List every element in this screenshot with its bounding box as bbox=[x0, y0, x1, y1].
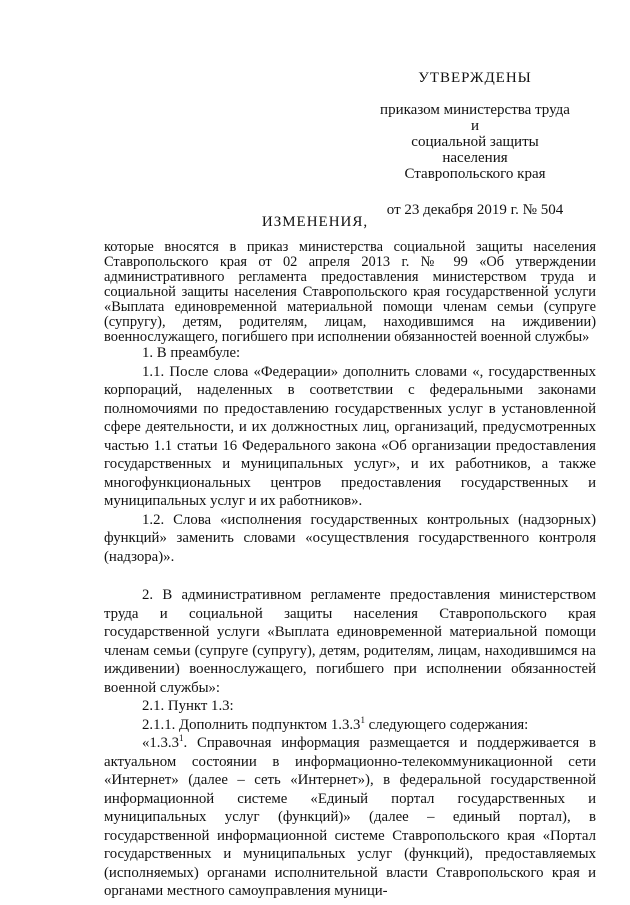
approval-order bbox=[380, 102, 570, 182]
paragraph-1-3-3-1 bbox=[104, 734, 596, 901]
approval-stamp: УТВЕРЖДЕНЫ bbox=[418, 70, 532, 86]
paragraph-text: «1.3.3 bbox=[142, 735, 179, 751]
document-subject: которые вносятся в приказ министерства социальной защиты населения Ставропольского края от 02 апреля 2013 г. № 99 «Об утверждении административного регламента предоставления министерством труда и социальной защиты населения Ставропольского края государственной услуги «Выплата единовременной материальной помощи членам семьи (супруге (супругу), детям, родителям, лицам, находившимся на иждивении) военнослужащего, погибшего при исполнении обязанностей военной службы» bbox=[104, 239, 596, 345]
document-body bbox=[104, 344, 596, 901]
approval-order-line: Ставропольского края bbox=[404, 166, 546, 182]
paragraph-preamble: 1. В преамбуле: bbox=[142, 345, 241, 361]
paragraph-2: 2. В административном регламенте предоставления министерством труда и социальной защиты населения Ставропольского края государственной услуги «Выплата единовременной материальной помощи членам семьи (супруге (супругу), детям, родителям, лицам, находившимся на иждивении) военнослужащего, погибшего при исполнении обязанностей военной службы»: bbox=[104, 587, 596, 696]
paragraph-text: 2.1.1. Дополнить подпунктом 1.3.3 bbox=[142, 716, 361, 733]
paragraph-1-2: 1.2. Слова «исполнения государственных контрольных (надзорных) функций» заменить словами «осуществления государственного контроля (надзора)». bbox=[104, 511, 596, 565]
paragraph-1-1: 1.1. После слова «Федерации» дополнить словами «, государственных корпораций, наделенных в соответствии с федеральными законами полномочиями по предоставлению государственных услуг в установленной сфере деятельности, и их должностных лиц, организаций, предусмотренных частью 1.1 статьи 16 Федерального закона «Об организации предоставления государственных и муниципальных услуг», и их работников, а также многофункциональных центров предоставления государственных и муниципальных услуг и их работников». bbox=[104, 363, 596, 509]
paragraph-text: . Справочная информация размещается и поддерживается в актуальном состоянии в информационно-телекоммуникационной сети «Интернет» (далее – сеть «Интернет»), в федеральной государственной информационной системе «Единый портал государственных и муниципальных услуг (функций)» (далее – единый портал), в государственной информационной системе Ставропольского края «Портал государственных и муниципальных услуг (функций), предоставляемых (исполняемых) органами исполнительной власти Ставропольского края и органами местного самоуправления муници- bbox=[104, 735, 596, 899]
superscript: 1 bbox=[360, 714, 365, 725]
paragraph-text: следующего содержания: bbox=[364, 716, 529, 733]
paragraph-2-1: 2.1. Пункт 1.3: bbox=[142, 698, 234, 714]
superscript: 1 bbox=[179, 733, 184, 744]
approval-date: от 23 декабря 2019 г. № 504 bbox=[386, 202, 564, 218]
approval-order-line: социальной защиты населения bbox=[411, 134, 539, 166]
paragraph-2-1-1 bbox=[104, 716, 596, 735]
approval-block bbox=[380, 70, 570, 218]
document-title: ИЗМЕНЕНИЯ, bbox=[261, 214, 369, 230]
approval-order-line: приказом министерства труда и bbox=[380, 102, 570, 134]
